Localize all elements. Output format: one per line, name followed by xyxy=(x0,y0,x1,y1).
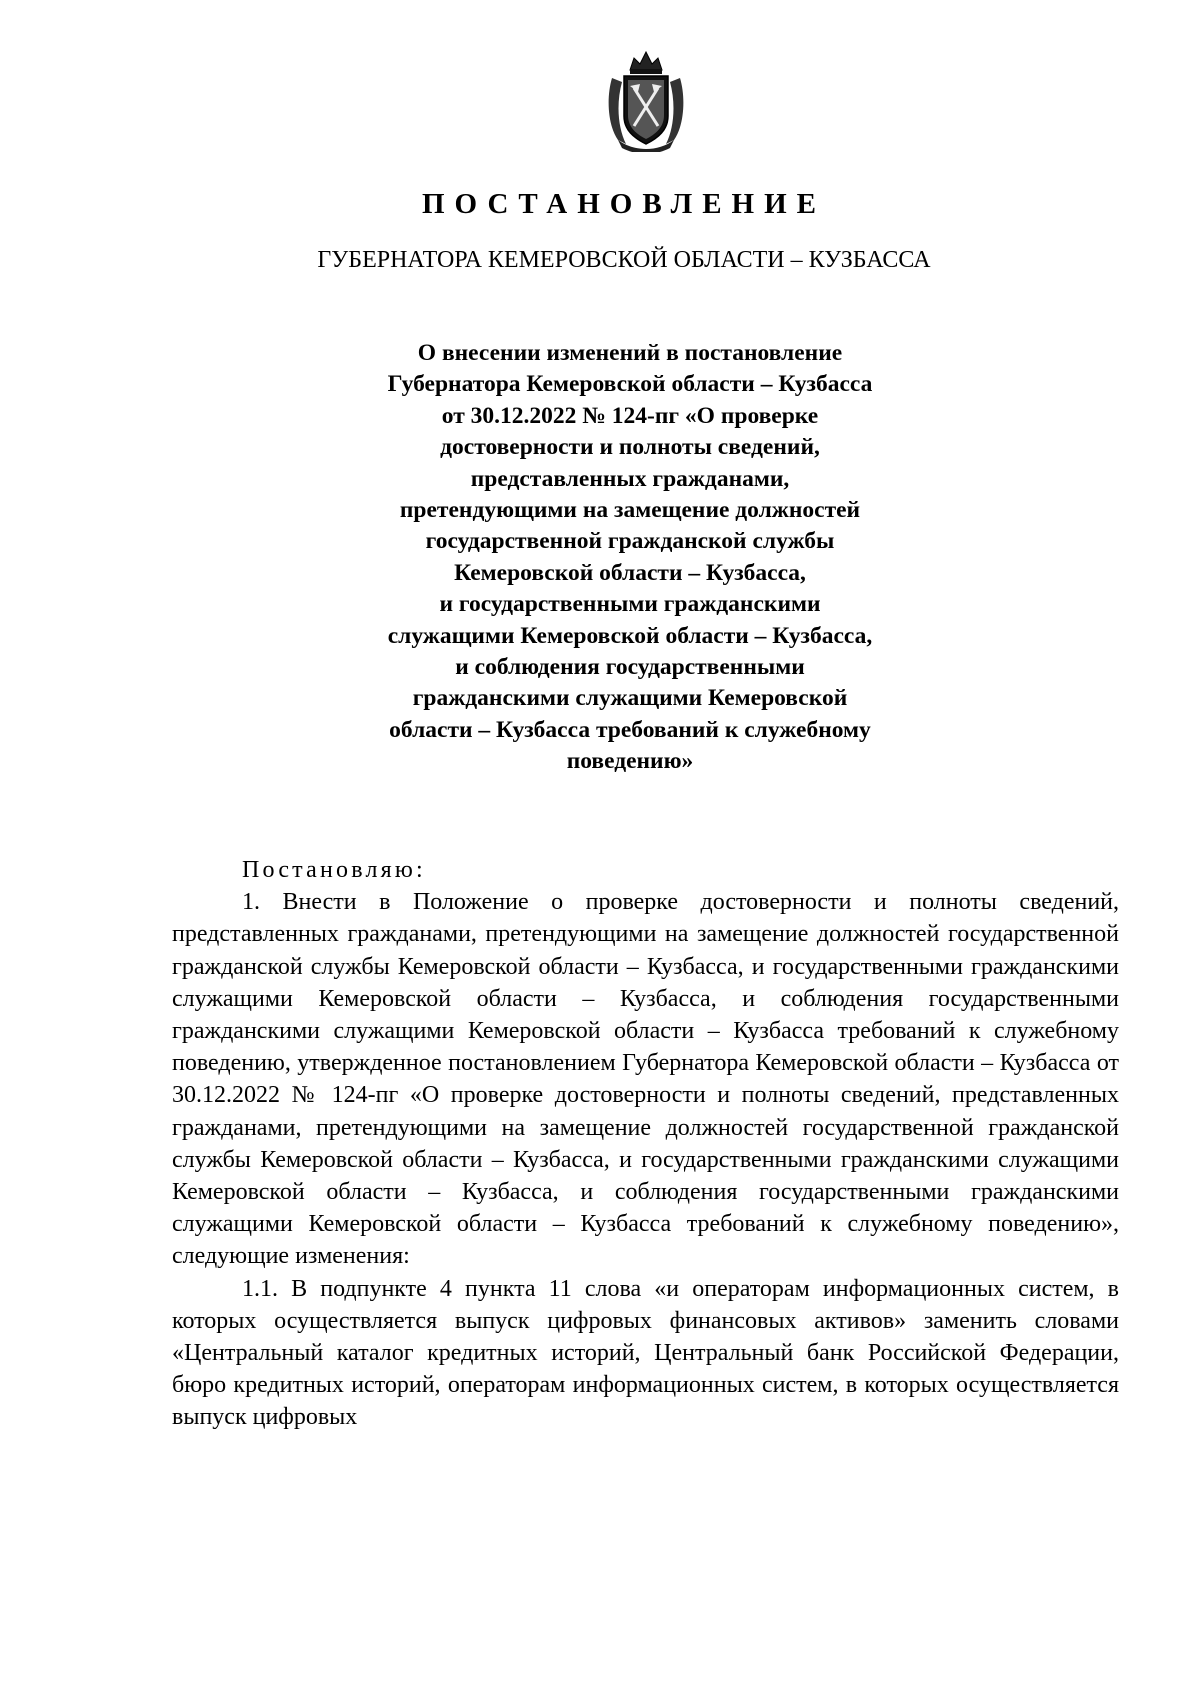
issuing-authority: ГУБЕРНАТОРА КЕМЕРОВСКОЙ ОБЛАСТИ – КУЗБАССА xyxy=(317,247,931,273)
document-body xyxy=(172,854,1119,1434)
subject-line: претендующими на замещение должностей xyxy=(399,497,861,524)
document-type-title: ПОСТАНОВЛЕНИЕ xyxy=(421,188,826,220)
subject-line: служащими Кемеровской области – Кузбасса, xyxy=(387,622,873,649)
subject-line: государственной гражданской службы xyxy=(425,528,835,555)
kemerovo-region-coat-of-arms-icon xyxy=(604,48,688,152)
subject-line: от 30.12.2022 № 124-пг «О проверке xyxy=(441,402,819,429)
subject-line: гражданскими служащими Кемеровской xyxy=(412,685,848,712)
subject-line: достоверности и полноты сведений, xyxy=(440,434,820,461)
subject-line: О внесении изменений в постановление xyxy=(417,340,843,366)
subject-line: и соблюдения государственными xyxy=(455,654,805,681)
subject-line: области – Кузбасса требований к служебному xyxy=(389,716,871,743)
subject-line: Кемеровской области – Кузбасса, xyxy=(454,559,806,586)
subject-line: и государственными гражданскими xyxy=(439,591,821,618)
subject-line: Губернатора Кемеровской области – Кузбасса xyxy=(387,371,873,398)
subject-line: поведению» xyxy=(566,748,694,775)
decree-word: Постановляю: xyxy=(242,857,426,883)
body-paragraph: 1. Внести в Положение о проверке достоверности и полноты сведений, представленных гражданами, претендующими на замещение должностей государственной гражданской службы Кемеровской области – Кузбасса, и государственными гражданскими служащими Кемеровской области – Кузбасса, и соблюдения государственными гражданскими служащими Кемеровской области – Кузбасса требований к служебному поведению, утвержденное постановлением Губернатора Кемеровской области – Кузбасса от 30.12.2022 № 124-пг «О проверке достоверности и полноты сведений, представленных гражданами, претендующими на замещение должностей государственной гражданской службы Кемеровской области – Кузбасса, и государственными гражданскими служащими Кемеровской области – Кузбасса, и соблюдения государственными гражданскими служащими Кемеровской области – Кузбасса требований к служебному поведению», следующие изменения: xyxy=(172,889,1119,1270)
body-paragraph: 1.1. В подпункте 4 пункта 11 слова «и операторам информационных систем, в которых осуществляется выпуск цифровых финансовых активов» заменить словами «Центральный каталог кредитных историй, Центральный банк Российской Федерации, бюро кредитных историй, операторам информационных систем, в которых осуществляется выпуск цифровых xyxy=(172,1275,1119,1431)
document-subject xyxy=(330,338,930,778)
subject-line: представленных гражданами, xyxy=(470,465,790,492)
